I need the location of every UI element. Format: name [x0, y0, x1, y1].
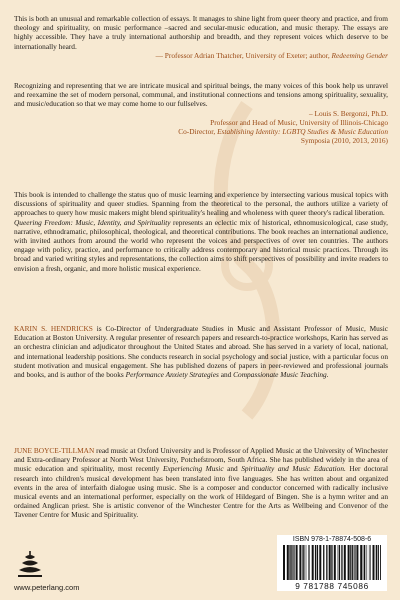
book-title: Queering Freedom: Music, Identity, and Spirituality — [14, 217, 171, 227]
bergonzi-codirector: Co-Director, Establishing Identity: LGBTQ Studies & Music Education — [178, 127, 388, 137]
bio-boyce-tillman: JUNE BOYCE-TILLMAN read music at Oxford University and is Professor of Applied Music at the University of Winchester and Extra-ordinary Professor at North West University, Potchefstroom, South Africa. She has published widely in the area of music education and spirituality, most recently Experiencing Music and Spirituality and Music Education. Her doctoral research into children's musical development has been translated into five languages. She has written about and organized events in the area of interfaith dialogue using music. She is a composer and conductor concerned with radically inclusive musical events and an international performer, especially on the work of Hildegard of Bingen. She is a hymn writer and an ordained Anglican priest. She is artistic convenor of the Winchester Centre for the Arts as Wellbeing and Convenor of the Tavener Centre for Music and Spirituality. — [14, 446, 388, 520]
endorsement-thatcher — [14, 14, 388, 60]
publisher-website[interactable]: www.peterlang.com — [14, 583, 80, 592]
description-para-2: Queering Freedom: Music, Identity, and Spirituality represents an eclectic mix of historical, ethnomusicological, case study, narrative, ethnodramatic, philosophical, theological, and theoretical contributions. The book reaches an international audience, with invited authors from around the world who represent the voices and perspectives of over ten countries. The authors engage with policy, practice, and performance to critically address contemporary and historical music practices. Through its broad and varied writing styles and representations, the collection aims to shift perspectives of possibility and invite readers to envision a fresh, organic, and more holistic musical experience. — [14, 217, 388, 273]
barcode-bars — [283, 545, 381, 580]
author-name-hendricks: KARIN S. HENDRICKS — [14, 324, 93, 333]
bergonzi-role: Professor and Head of Music, University of Illinois-Chicago — [210, 117, 388, 127]
isbn-label: ISBN 978-1-78874-508-6 — [292, 536, 372, 543]
bergonzi-name: – Louis S. Bergonzi, Ph.D. — [308, 108, 388, 118]
endorsement-bergonzi — [14, 81, 388, 145]
book-description — [14, 190, 388, 273]
author-name-boyce-tillman: JUNE BOYCE-TILLMAN — [14, 446, 95, 455]
barcode-digits: 9 781788 745086 — [295, 581, 369, 591]
bergonzi-symposia: Symposia (2010, 2013, 2016) — [300, 136, 388, 146]
endorsement-thatcher-text: This is both an unusual and remarkable collection of essays. It manages to shine light from queer theory and practice, and from theology and spirituality, on music performance –sacred and secular-music education, and music therapy. The essays are highly accessible. They have a truly international authorship and breadth, and they represent voices which deserve to be internationally heard. — [14, 14, 388, 51]
description-para-1: This book is intended to challenge the status quo of music learning and experience by intersecting various musical topics with discussions of spirituality and queer studies. Spanning from the theoretical to the personal, the authors utilize a variety of approaches to query how music makers might blend spirituality's healing and wholeness with queer theory's radical liberation. — [14, 190, 388, 218]
isbn-barcode — [277, 535, 387, 591]
peter-lang-logo — [14, 549, 46, 579]
endorsement-bergonzi-text: Recognizing and representing that we are intricate musical and spiritual beings, the many voices of this book help us unravel and reexamine the set of modern personal, communal, and institutional connections and tensions among spirituality, sexuality, and music/education so that we may come home to our fullselves. — [14, 81, 388, 109]
endorsement-thatcher-attribution: — Professor Adrian Thatcher, University of Exeter; author, Redeeming Gender — [155, 50, 388, 60]
redeeming-gender-title: Redeeming Gender — [331, 50, 388, 60]
bio-hendricks: KARIN S. HENDRICKS is Co-Director of Undergraduate Studies in Music and Assistant Professor of Music, Music Education at Boston University. A regular presenter of research papers and research-to-practice workshops, Karin has served as an orchestra clinician and adjudicator throughout the United States and abroad. She has served in a variety of local, national, and international leadership positions. She conducts research in social psychology and social justice, with a particular focus on student motivation and musical engagement. She has published dozens of papers in peer-reviewed and professional journals and books, and is author of the books Performance Anxiety Strategies and Compassionate Music Teaching. — [14, 324, 388, 380]
